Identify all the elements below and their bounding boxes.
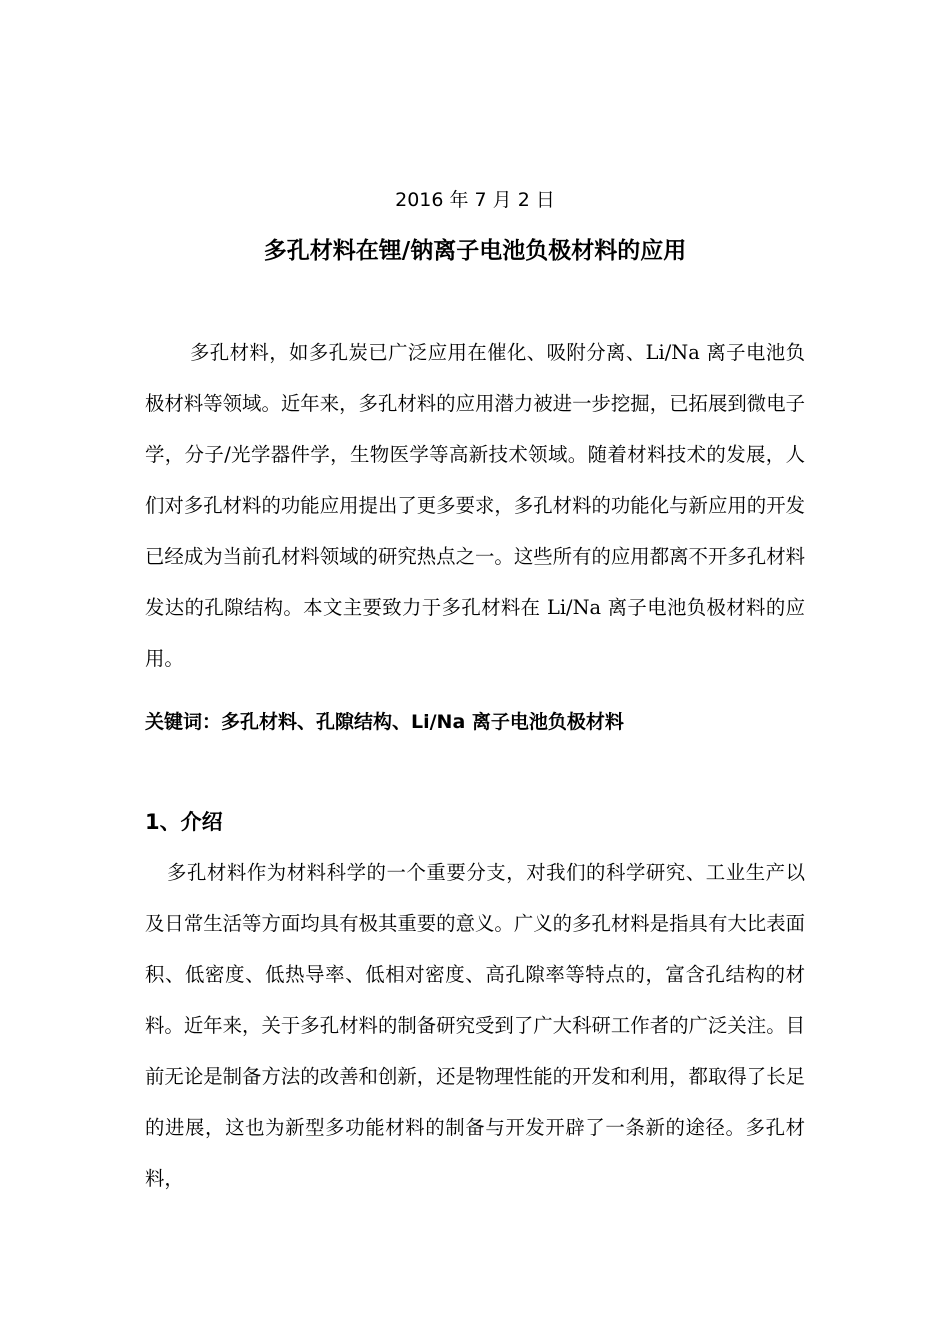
keywords-line: 关键词：多孔材料、孔隙结构、Li/Na 离子电池负极材料 bbox=[145, 711, 624, 733]
document-title: 多孔材料在锂/钠离子电池负极材料的应用 bbox=[263, 238, 687, 264]
introduction-paragraph: 多孔材料作为材料科学的一个重要分支，对我们的科学研究、工业生产以及日常生活等方面均具有极其重要的意义。广义的多孔材料是指具有大比表面积、低密度、低热导率、低相对密度、高孔隙率等特点的，富含孔结构的材料。近年来，关于多孔材料的制备研究受到了广大科研工作者的广泛关注。目前无论是制备方法的改善和创新，还是物理性能的开发和利用，都取得了长足的进展，这也为新型多功能材料的制备与开发开辟了一条新的途径。多孔材料， bbox=[145, 861, 805, 1190]
document-date: 2016 年 7 月 2 日 bbox=[395, 189, 555, 211]
abstract-paragraph: 多孔材料，如多孔炭已广泛应用在催化、吸附分离、Li/Na 离子电池负极材料等领域。近年来，多孔材料的应用潜力被进一步挖掘，已拓展到微电子学，分子/光学器件学，生物医学等高新技术领域。随着材料技术的发展，人们对多孔材料的功能应用提出了更多要求，多孔材料的功能化与新应用的开发已经成为当前孔材料领域的研究热点之一。这些所有的应用都离不开多孔材料发达的孔隙结构。本文主要致力于多孔材料在 Li/Na 离子电池负极材料的应用。 bbox=[145, 341, 805, 670]
section-heading-introduction: 1、介绍 bbox=[145, 810, 223, 834]
